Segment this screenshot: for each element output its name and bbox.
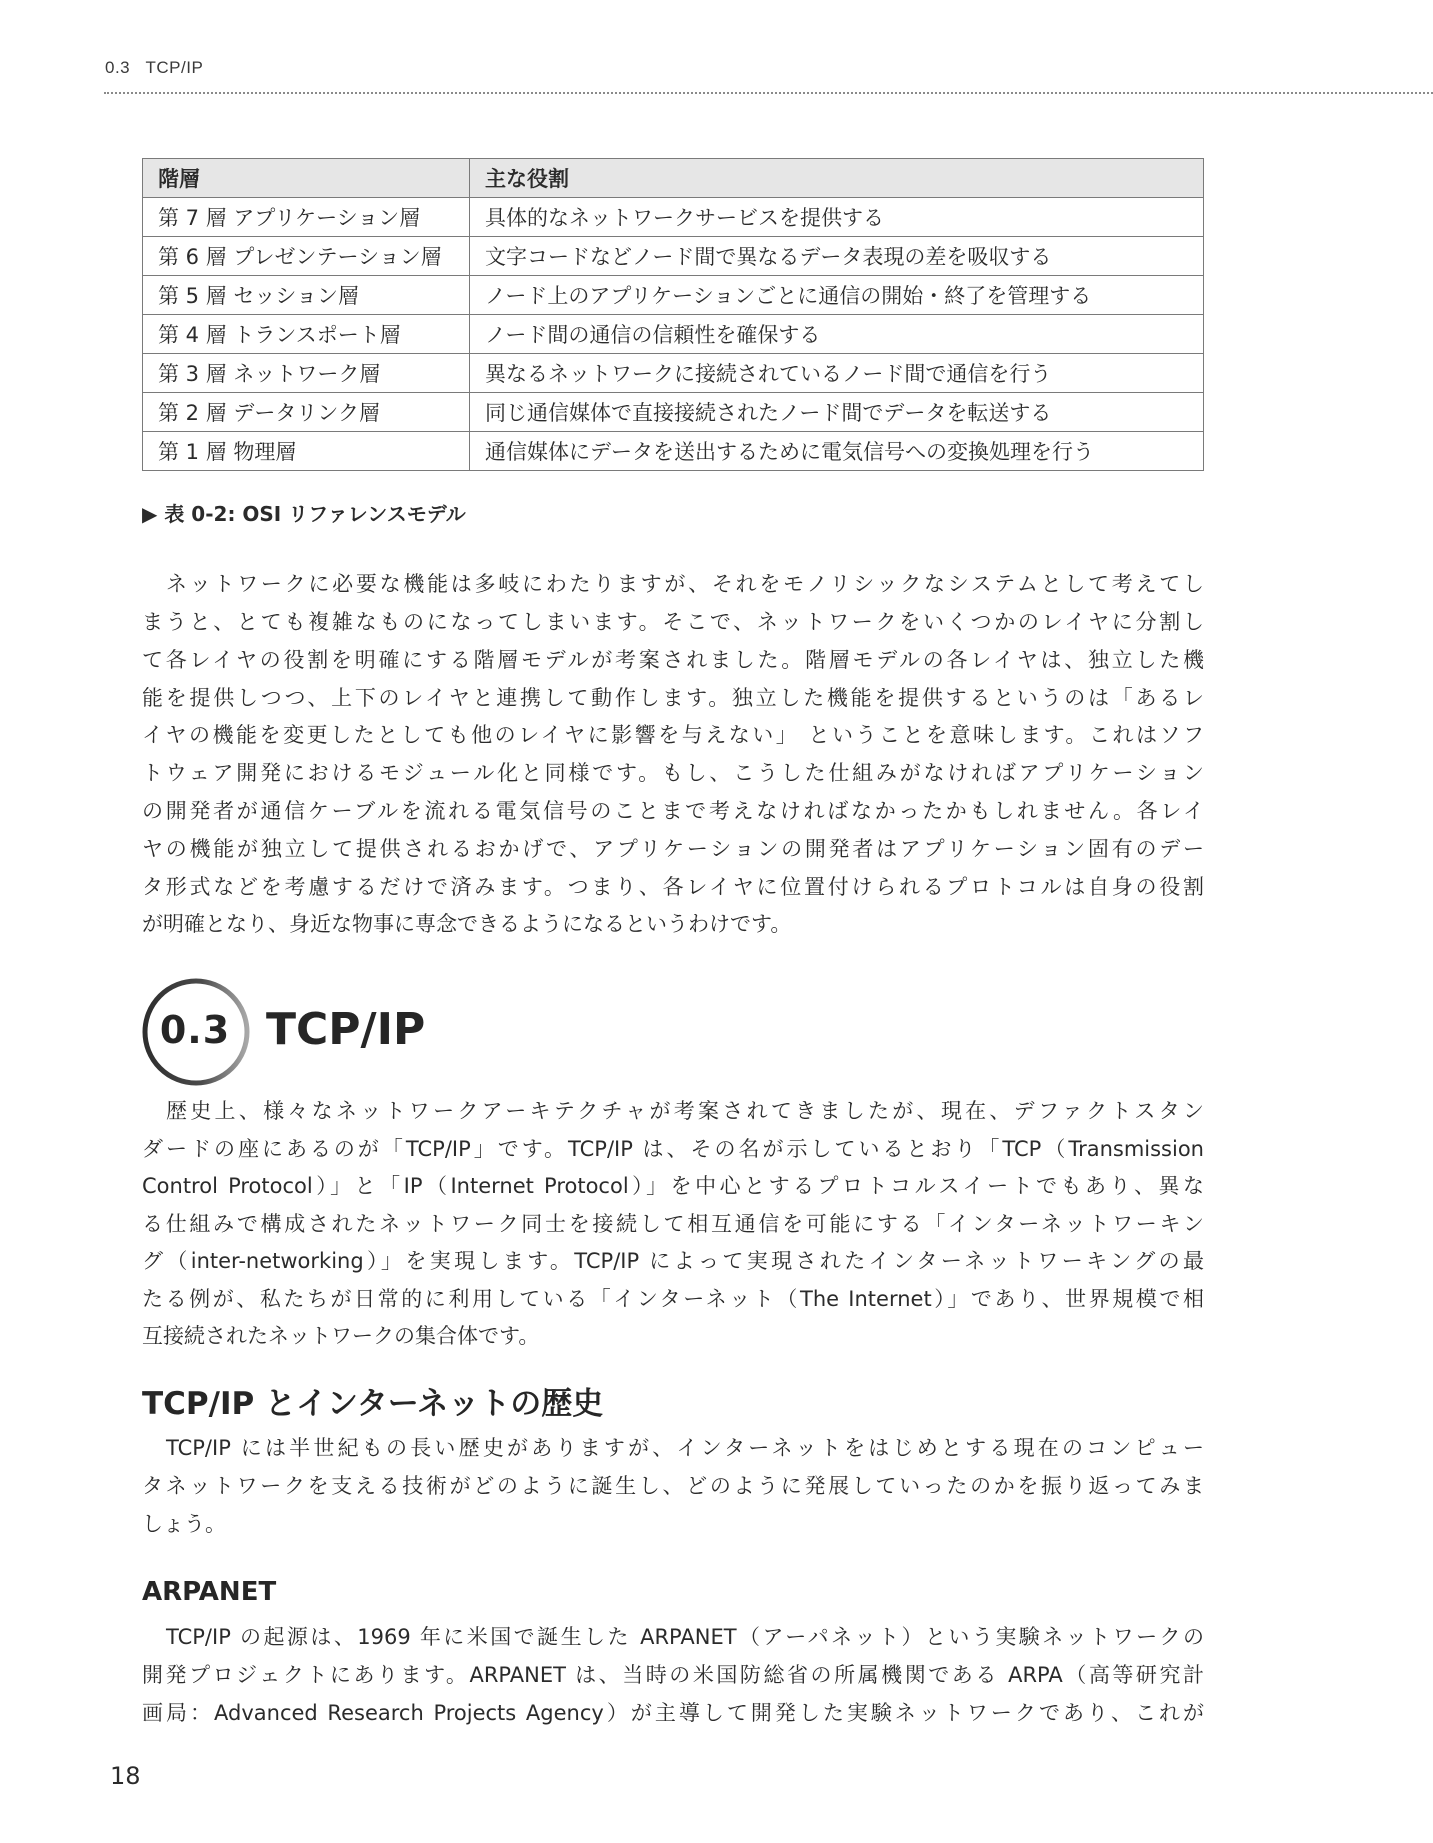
paragraph-line: ダードの座にあるのが「TCP/IP」です。TCP/IP は、その名が示しているとおり「TCP（Transmission (142, 1137, 1204, 1161)
table-cell-layer: 第 4 層 トランスポート層 (143, 315, 470, 354)
table-row (143, 198, 1204, 237)
paragraph-line: たる例が、私たちが日常的に利用している「インターネット（The Internet）」であり、世界規模で相 (142, 1287, 1204, 1311)
running-head-number: 0.3 (105, 58, 131, 77)
paragraph-line: 画局：Advanced Research Projects Agency）が主導して開発した実験ネットワークであり、これが (142, 1701, 1204, 1725)
paragraph-line: て各レイヤの役割を明確にする階層モデルが考案されました。階層モデルの各レイヤは、独立した機 (142, 648, 1204, 672)
paragraph-line: Control Protocol）」と「IP（Internet Protocol）」を中心とするプロトコルスイートでもあり、異な (142, 1174, 1204, 1198)
osi-reference-table (142, 158, 1204, 471)
paragraph-line: の開発者が通信ケーブルを流れる電気信号のことまで考えなければなかったかもしれません。各レイ (142, 799, 1204, 823)
table-cell-role: ノード間の通信の信頼性を確保する (470, 315, 1204, 354)
table-header-role: 主な役割 (470, 159, 1204, 198)
table-cell-role: ノード上のアプリケーションごとに通信の開始・終了を管理する (470, 276, 1204, 315)
paragraph-line: 能を提供しつつ、上下のレイヤと連携して動作します。独立した機能を提供するというのは「あるレ (142, 686, 1204, 710)
table-row (143, 315, 1204, 354)
paragraph-line: 互接続されたネットワークの集合体です。 (142, 1324, 540, 1348)
section-number: 0.3 (159, 1008, 231, 1052)
table-header-layer: 階層 (143, 159, 470, 198)
table-cell-role: 文字コードなどノード間で異なるデータ表現の差を吸収する (470, 237, 1204, 276)
subsubsection-heading: ARPANET (142, 1577, 277, 1607)
page-number: 18 (110, 1762, 141, 1790)
paragraph-line: る仕組みで構成されたネットワーク同士を接続して相互通信を可能にする「インターネットワーキン (142, 1212, 1204, 1236)
table-cell-layer: 第 3 層 ネットワーク層 (143, 354, 470, 393)
table-cell-role: 同じ通信媒体で直接接続されたノード間でデータを転送する (470, 393, 1204, 432)
table-header-row (143, 159, 1204, 198)
paragraph-line: グ（inter-networking）」を実現します。TCP/IP によって実現されたインターネットワーキングの最 (142, 1249, 1204, 1273)
paragraph-line: タネットワークを支える技術がどのように誕生し、どのように発展していったのかを振り返ってみま (142, 1474, 1204, 1498)
section-title: TCP/IP (266, 1004, 426, 1055)
table-row (143, 354, 1204, 393)
paragraph-line: トウェア開発におけるモジュール化と同様です。もし、こうした仕組みがなければアプリケーション (142, 761, 1204, 785)
table-row (143, 276, 1204, 315)
table-cell-role: 通信媒体にデータを送出するために電気信号への変換処理を行う (470, 432, 1204, 471)
paragraph-line: ヤの機能が独立して提供されるおかげで、アプリケーションの開発者はアプリケーション固有のデー (142, 837, 1204, 861)
subsection-heading: TCP/IP とインターネットの歴史 (142, 1386, 604, 1422)
paragraph-line: タ形式などを考慮するだけで済みます。つまり、各レイヤに位置付けられるプロトコルは自身の役割 (142, 875, 1204, 899)
table-cell-layer: 第 5 層 セッション層 (143, 276, 470, 315)
paragraph-line: 歴史上、様々なネットワークアーキテクチャが考案されてきましたが、現在、デファクトスタン (166, 1099, 1204, 1123)
table-caption: ▶ 表 0-2: OSI リファレンスモデル (142, 502, 466, 526)
running-head (105, 56, 203, 80)
paragraph-line: TCP/IP の起源は、1969 年に米国で誕生した ARPANET（アーパネット）という実験ネットワークの (166, 1625, 1204, 1649)
table-row (143, 393, 1204, 432)
paragraph-line: ネットワークに必要な機能は多岐にわたりますが、それをモノリシックなシステムとして考えてし (166, 572, 1204, 596)
table-cell-layer: 第 7 層 アプリケーション層 (143, 198, 470, 237)
table-row (143, 237, 1204, 276)
paragraph-line: が明確となり、身近な物事に専念できるようになるというわけです。 (142, 912, 792, 936)
paragraph-line: まうと、とても複雑なものになってしまいます。そこで、ネットワークをいくつかのレイヤに分割し (142, 610, 1204, 634)
table-cell-role: 異なるネットワークに接続されているノード間で通信を行う (470, 354, 1204, 393)
table-cell-layer: 第 1 層 物理層 (143, 432, 470, 471)
running-head-title: TCP/IP (145, 58, 204, 77)
table-row (143, 432, 1204, 471)
table-cell-role: 具体的なネットワークサービスを提供する (470, 198, 1204, 237)
paragraph-line: イヤの機能を変更したとしても他のレイヤに影響を与えない」 ということを意味します。これはソフ (142, 723, 1204, 747)
header-dotted-rule (104, 92, 1433, 94)
table-cell-layer: 第 2 層 データリンク層 (143, 393, 470, 432)
paragraph-line: しょう。 (142, 1512, 226, 1536)
paragraph-line: 開発プロジェクトにあります。ARPANET は、当時の米国防総省の所属機関である ARPA（高等研究計 (142, 1663, 1204, 1687)
table-cell-layer: 第 6 層 プレゼンテーション層 (143, 237, 470, 276)
paragraph-line: TCP/IP には半世紀もの長い歴史がありますが、インターネットをはじめとする現在のコンピュー (166, 1436, 1204, 1460)
